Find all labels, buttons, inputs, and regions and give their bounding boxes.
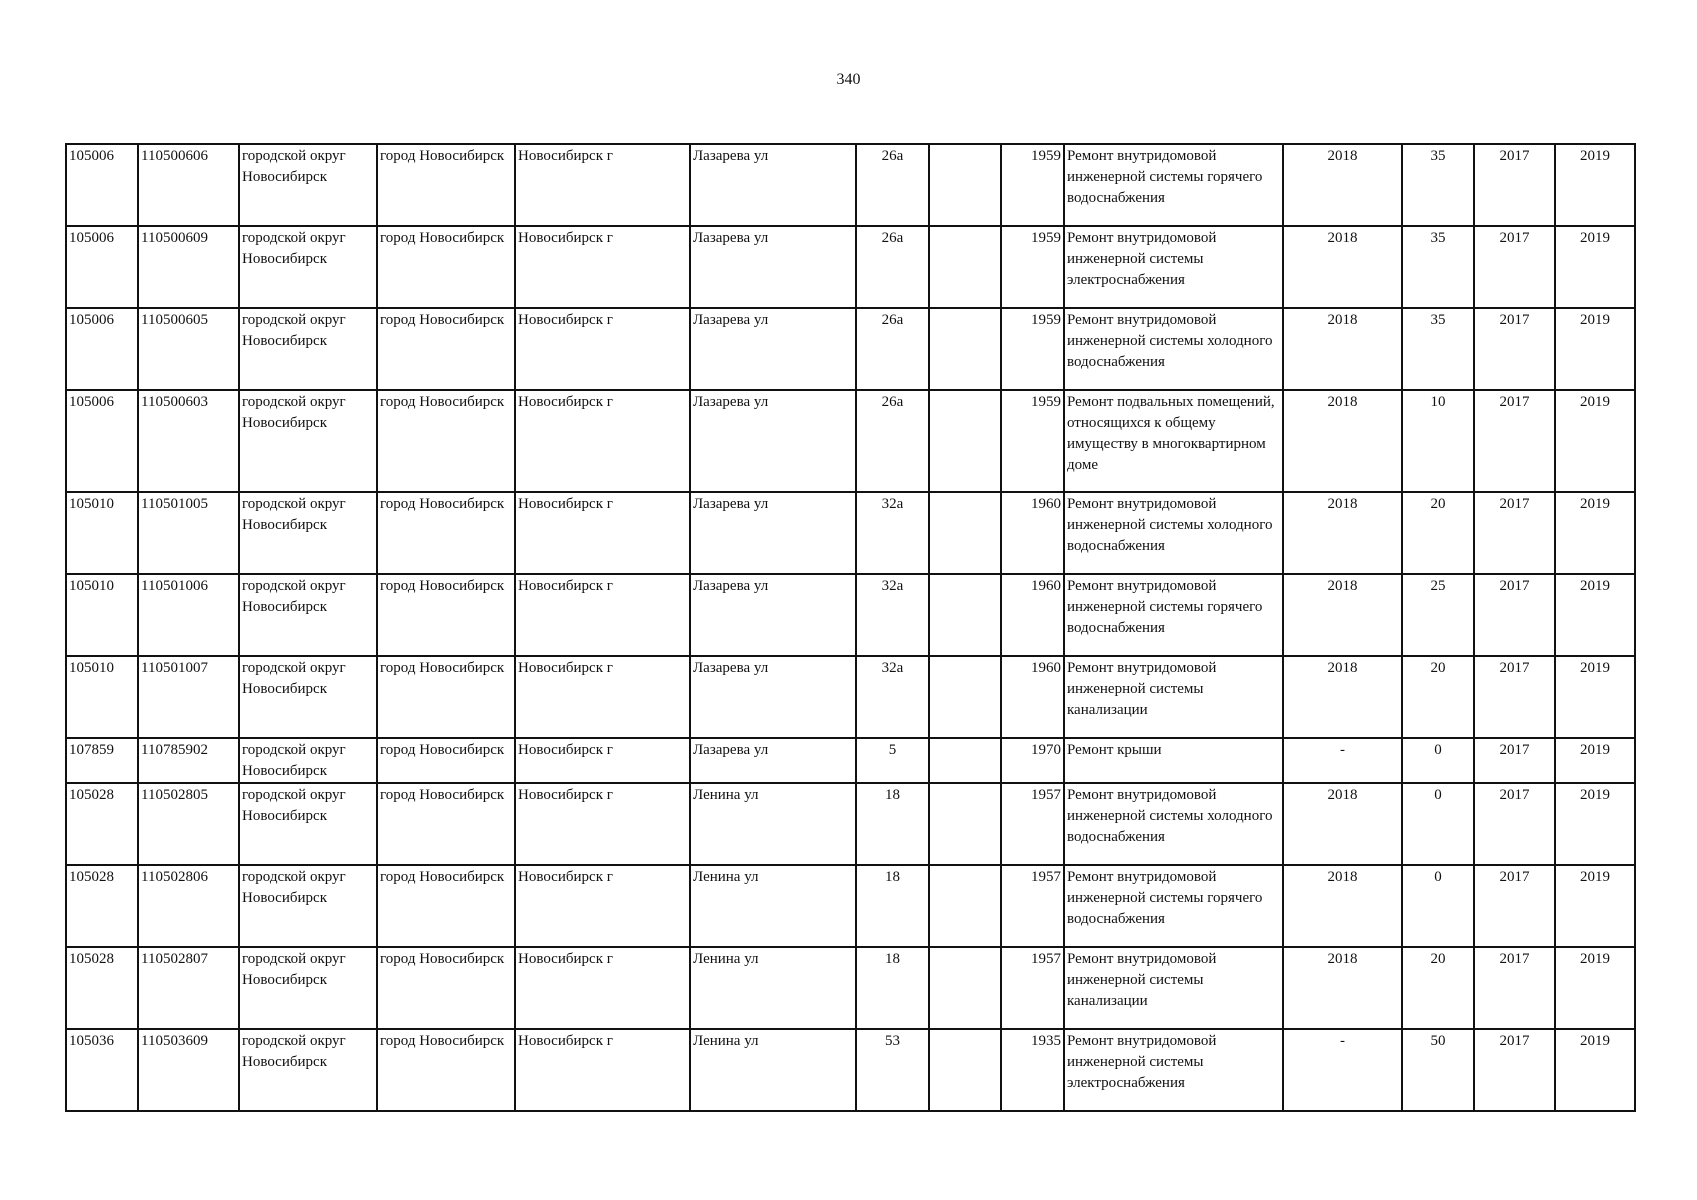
cell-house: 32а <box>856 656 929 738</box>
cell-work-type: Ремонт внутридомовой инженерной системы холодного водоснабжения <box>1064 308 1283 390</box>
cell-plan-to: 2019 <box>1555 738 1635 783</box>
cell-id: 107859 <box>66 738 138 783</box>
cell-municipality: городской округ Новосибирск <box>239 865 377 947</box>
cell-wear: 35 <box>1402 144 1474 226</box>
cell-last-repair: 2018 <box>1283 574 1402 656</box>
cell-settlement: город Новосибирск <box>377 783 515 865</box>
cell-settlement: город Новосибирск <box>377 1029 515 1111</box>
cell-street: Лазарева ул <box>690 144 856 226</box>
cell-street: Ленина ул <box>690 865 856 947</box>
cell-plan-to: 2019 <box>1555 947 1635 1029</box>
cell-municipality: городской округ Новосибирск <box>239 1029 377 1111</box>
cell-street: Лазарева ул <box>690 308 856 390</box>
table-row <box>66 492 1635 574</box>
cell-code: 110500603 <box>138 390 239 492</box>
cell-code: 110500606 <box>138 144 239 226</box>
cell-plan-to: 2019 <box>1555 308 1635 390</box>
cell-settlement: город Новосибирск <box>377 574 515 656</box>
cell-plan-to: 2019 <box>1555 226 1635 308</box>
cell-plan-to: 2019 <box>1555 492 1635 574</box>
cell-street: Лазарева ул <box>690 226 856 308</box>
cell-code: 110501006 <box>138 574 239 656</box>
cell-municipality: городской округ Новосибирск <box>239 390 377 492</box>
cell-locality: Новосибирск г <box>515 783 690 865</box>
cell-plan-from: 2017 <box>1474 865 1555 947</box>
table-row <box>66 783 1635 865</box>
cell-street: Лазарева ул <box>690 574 856 656</box>
cell-id: 105028 <box>66 865 138 947</box>
cell-locality: Новосибирск г <box>515 1029 690 1111</box>
cell-work-type: Ремонт внутридомовой инженерной системы канализации <box>1064 947 1283 1029</box>
cell-plan-from: 2017 <box>1474 308 1555 390</box>
cell-plan-to: 2019 <box>1555 656 1635 738</box>
cell-locality: Новосибирск г <box>515 656 690 738</box>
cell-year-built: 1960 <box>1001 574 1064 656</box>
cell-work-type: Ремонт внутридомовой инженерной системы горячего водоснабжения <box>1064 144 1283 226</box>
cell-settlement: город Новосибирск <box>377 947 515 1029</box>
cell-building <box>929 1029 1001 1111</box>
cell-work-type: Ремонт внутридомовой инженерной системы электроснабжения <box>1064 1029 1283 1111</box>
cell-locality: Новосибирск г <box>515 390 690 492</box>
table-row <box>66 390 1635 492</box>
cell-plan-from: 2017 <box>1474 574 1555 656</box>
cell-house: 53 <box>856 1029 929 1111</box>
cell-id: 105006 <box>66 144 138 226</box>
cell-building <box>929 390 1001 492</box>
cell-municipality: городской округ Новосибирск <box>239 574 377 656</box>
cell-plan-from: 2017 <box>1474 738 1555 783</box>
cell-id: 105010 <box>66 574 138 656</box>
cell-plan-to: 2019 <box>1555 783 1635 865</box>
cell-work-type: Ремонт внутридомовой инженерной системы холодного водоснабжения <box>1064 492 1283 574</box>
cell-street: Лазарева ул <box>690 738 856 783</box>
cell-street: Ленина ул <box>690 947 856 1029</box>
cell-id: 105010 <box>66 656 138 738</box>
cell-building <box>929 226 1001 308</box>
cell-wear: 20 <box>1402 947 1474 1029</box>
cell-wear: 25 <box>1402 574 1474 656</box>
cell-last-repair: - <box>1283 738 1402 783</box>
cell-settlement: город Новосибирск <box>377 226 515 308</box>
cell-plan-to: 2019 <box>1555 144 1635 226</box>
cell-wear: 0 <box>1402 783 1474 865</box>
cell-id: 105010 <box>66 492 138 574</box>
cell-locality: Новосибирск г <box>515 308 690 390</box>
cell-street: Ленина ул <box>690 1029 856 1111</box>
cell-last-repair: 2018 <box>1283 308 1402 390</box>
cell-work-type: Ремонт внутридомовой инженерной системы холодного водоснабжения <box>1064 783 1283 865</box>
cell-plan-from: 2017 <box>1474 390 1555 492</box>
cell-building <box>929 656 1001 738</box>
cell-house: 5 <box>856 738 929 783</box>
cell-last-repair: 2018 <box>1283 656 1402 738</box>
cell-building <box>929 783 1001 865</box>
cell-plan-from: 2017 <box>1474 226 1555 308</box>
cell-year-built: 1959 <box>1001 308 1064 390</box>
table-row <box>66 656 1635 738</box>
cell-house: 18 <box>856 865 929 947</box>
table-row <box>66 574 1635 656</box>
page-number: 340 <box>836 71 861 88</box>
cell-code: 110785902 <box>138 738 239 783</box>
cell-year-built: 1970 <box>1001 738 1064 783</box>
cell-last-repair: 2018 <box>1283 144 1402 226</box>
cell-id: 105028 <box>66 783 138 865</box>
cell-year-built: 1935 <box>1001 1029 1064 1111</box>
cell-wear: 35 <box>1402 308 1474 390</box>
table-row <box>66 226 1635 308</box>
cell-building <box>929 308 1001 390</box>
registry-body <box>66 144 1635 1111</box>
cell-street: Лазарева ул <box>690 656 856 738</box>
cell-year-built: 1959 <box>1001 226 1064 308</box>
cell-work-type: Ремонт внутридомовой инженерной системы электроснабжения <box>1064 226 1283 308</box>
cell-municipality: городской округ Новосибирск <box>239 656 377 738</box>
table-row <box>66 308 1635 390</box>
registry-table <box>65 143 1636 1112</box>
cell-plan-from: 2017 <box>1474 492 1555 574</box>
cell-plan-to: 2019 <box>1555 574 1635 656</box>
cell-locality: Новосибирск г <box>515 574 690 656</box>
cell-id: 105006 <box>66 226 138 308</box>
cell-last-repair: 2018 <box>1283 390 1402 492</box>
cell-plan-to: 2019 <box>1555 390 1635 492</box>
cell-settlement: город Новосибирск <box>377 865 515 947</box>
cell-house: 26а <box>856 226 929 308</box>
cell-code: 110501007 <box>138 656 239 738</box>
cell-year-built: 1960 <box>1001 492 1064 574</box>
cell-street: Лазарева ул <box>690 390 856 492</box>
cell-year-built: 1957 <box>1001 865 1064 947</box>
cell-plan-to: 2019 <box>1555 1029 1635 1111</box>
cell-building <box>929 865 1001 947</box>
cell-year-built: 1960 <box>1001 656 1064 738</box>
cell-municipality: городской округ Новосибирск <box>239 492 377 574</box>
cell-plan-from: 2017 <box>1474 656 1555 738</box>
cell-year-built: 1957 <box>1001 783 1064 865</box>
cell-house: 18 <box>856 947 929 1029</box>
cell-building <box>929 492 1001 574</box>
cell-house: 18 <box>856 783 929 865</box>
cell-plan-from: 2017 <box>1474 144 1555 226</box>
cell-municipality: городской округ Новосибирск <box>239 144 377 226</box>
cell-work-type: Ремонт подвальных помещений, относящихся к общему имуществу в многоквартирном доме <box>1064 390 1283 492</box>
cell-work-type: Ремонт внутридомовой инженерной системы горячего водоснабжения <box>1064 865 1283 947</box>
cell-last-repair: 2018 <box>1283 783 1402 865</box>
cell-id: 105028 <box>66 947 138 1029</box>
cell-house: 26а <box>856 144 929 226</box>
cell-work-type: Ремонт внутридомовой инженерной системы горячего водоснабжения <box>1064 574 1283 656</box>
cell-last-repair: 2018 <box>1283 492 1402 574</box>
table-row <box>66 947 1635 1029</box>
cell-locality: Новосибирск г <box>515 144 690 226</box>
cell-municipality: городской округ Новосибирск <box>239 308 377 390</box>
cell-settlement: город Новосибирск <box>377 738 515 783</box>
cell-plan-from: 2017 <box>1474 783 1555 865</box>
table-row <box>66 1029 1635 1111</box>
table-row <box>66 738 1635 783</box>
cell-code: 110502806 <box>138 865 239 947</box>
cell-building <box>929 738 1001 783</box>
cell-building <box>929 144 1001 226</box>
cell-id: 105036 <box>66 1029 138 1111</box>
cell-wear: 50 <box>1402 1029 1474 1111</box>
cell-house: 26а <box>856 308 929 390</box>
cell-work-type: Ремонт внутридомовой инженерной системы канализации <box>1064 656 1283 738</box>
cell-plan-from: 2017 <box>1474 1029 1555 1111</box>
cell-settlement: город Новосибирск <box>377 308 515 390</box>
cell-year-built: 1959 <box>1001 390 1064 492</box>
cell-house: 32а <box>856 574 929 656</box>
cell-plan-from: 2017 <box>1474 947 1555 1029</box>
cell-wear: 20 <box>1402 656 1474 738</box>
cell-municipality: городской округ Новосибирск <box>239 947 377 1029</box>
cell-building <box>929 947 1001 1029</box>
cell-wear: 0 <box>1402 738 1474 783</box>
cell-settlement: город Новосибирск <box>377 390 515 492</box>
cell-wear: 20 <box>1402 492 1474 574</box>
cell-house: 32а <box>856 492 929 574</box>
cell-locality: Новосибирск г <box>515 226 690 308</box>
cell-code: 110503609 <box>138 1029 239 1111</box>
cell-last-repair: 2018 <box>1283 947 1402 1029</box>
cell-municipality: городской округ Новосибирск <box>239 783 377 865</box>
cell-street: Лазарева ул <box>690 492 856 574</box>
cell-id: 105006 <box>66 390 138 492</box>
cell-locality: Новосибирск г <box>515 738 690 783</box>
cell-wear: 10 <box>1402 390 1474 492</box>
table-row <box>66 144 1635 226</box>
cell-settlement: город Новосибирск <box>377 492 515 574</box>
cell-settlement: город Новосибирск <box>377 144 515 226</box>
table-row <box>66 865 1635 947</box>
cell-house: 26а <box>856 390 929 492</box>
cell-street: Ленина ул <box>690 783 856 865</box>
cell-locality: Новосибирск г <box>515 947 690 1029</box>
cell-code: 110502805 <box>138 783 239 865</box>
cell-id: 105006 <box>66 308 138 390</box>
cell-municipality: городской округ Новосибирск <box>239 226 377 308</box>
cell-last-repair: 2018 <box>1283 226 1402 308</box>
cell-last-repair: 2018 <box>1283 865 1402 947</box>
cell-work-type: Ремонт крыши <box>1064 738 1283 783</box>
cell-code: 110502807 <box>138 947 239 1029</box>
cell-municipality: городской округ Новосибирск <box>239 738 377 783</box>
cell-locality: Новосибирск г <box>515 865 690 947</box>
cell-year-built: 1959 <box>1001 144 1064 226</box>
cell-code: 110500605 <box>138 308 239 390</box>
cell-last-repair: - <box>1283 1029 1402 1111</box>
cell-plan-to: 2019 <box>1555 865 1635 947</box>
cell-code: 110500609 <box>138 226 239 308</box>
cell-code: 110501005 <box>138 492 239 574</box>
cell-building <box>929 574 1001 656</box>
cell-year-built: 1957 <box>1001 947 1064 1029</box>
cell-wear: 35 <box>1402 226 1474 308</box>
cell-wear: 0 <box>1402 865 1474 947</box>
cell-locality: Новосибирск г <box>515 492 690 574</box>
cell-settlement: город Новосибирск <box>377 656 515 738</box>
